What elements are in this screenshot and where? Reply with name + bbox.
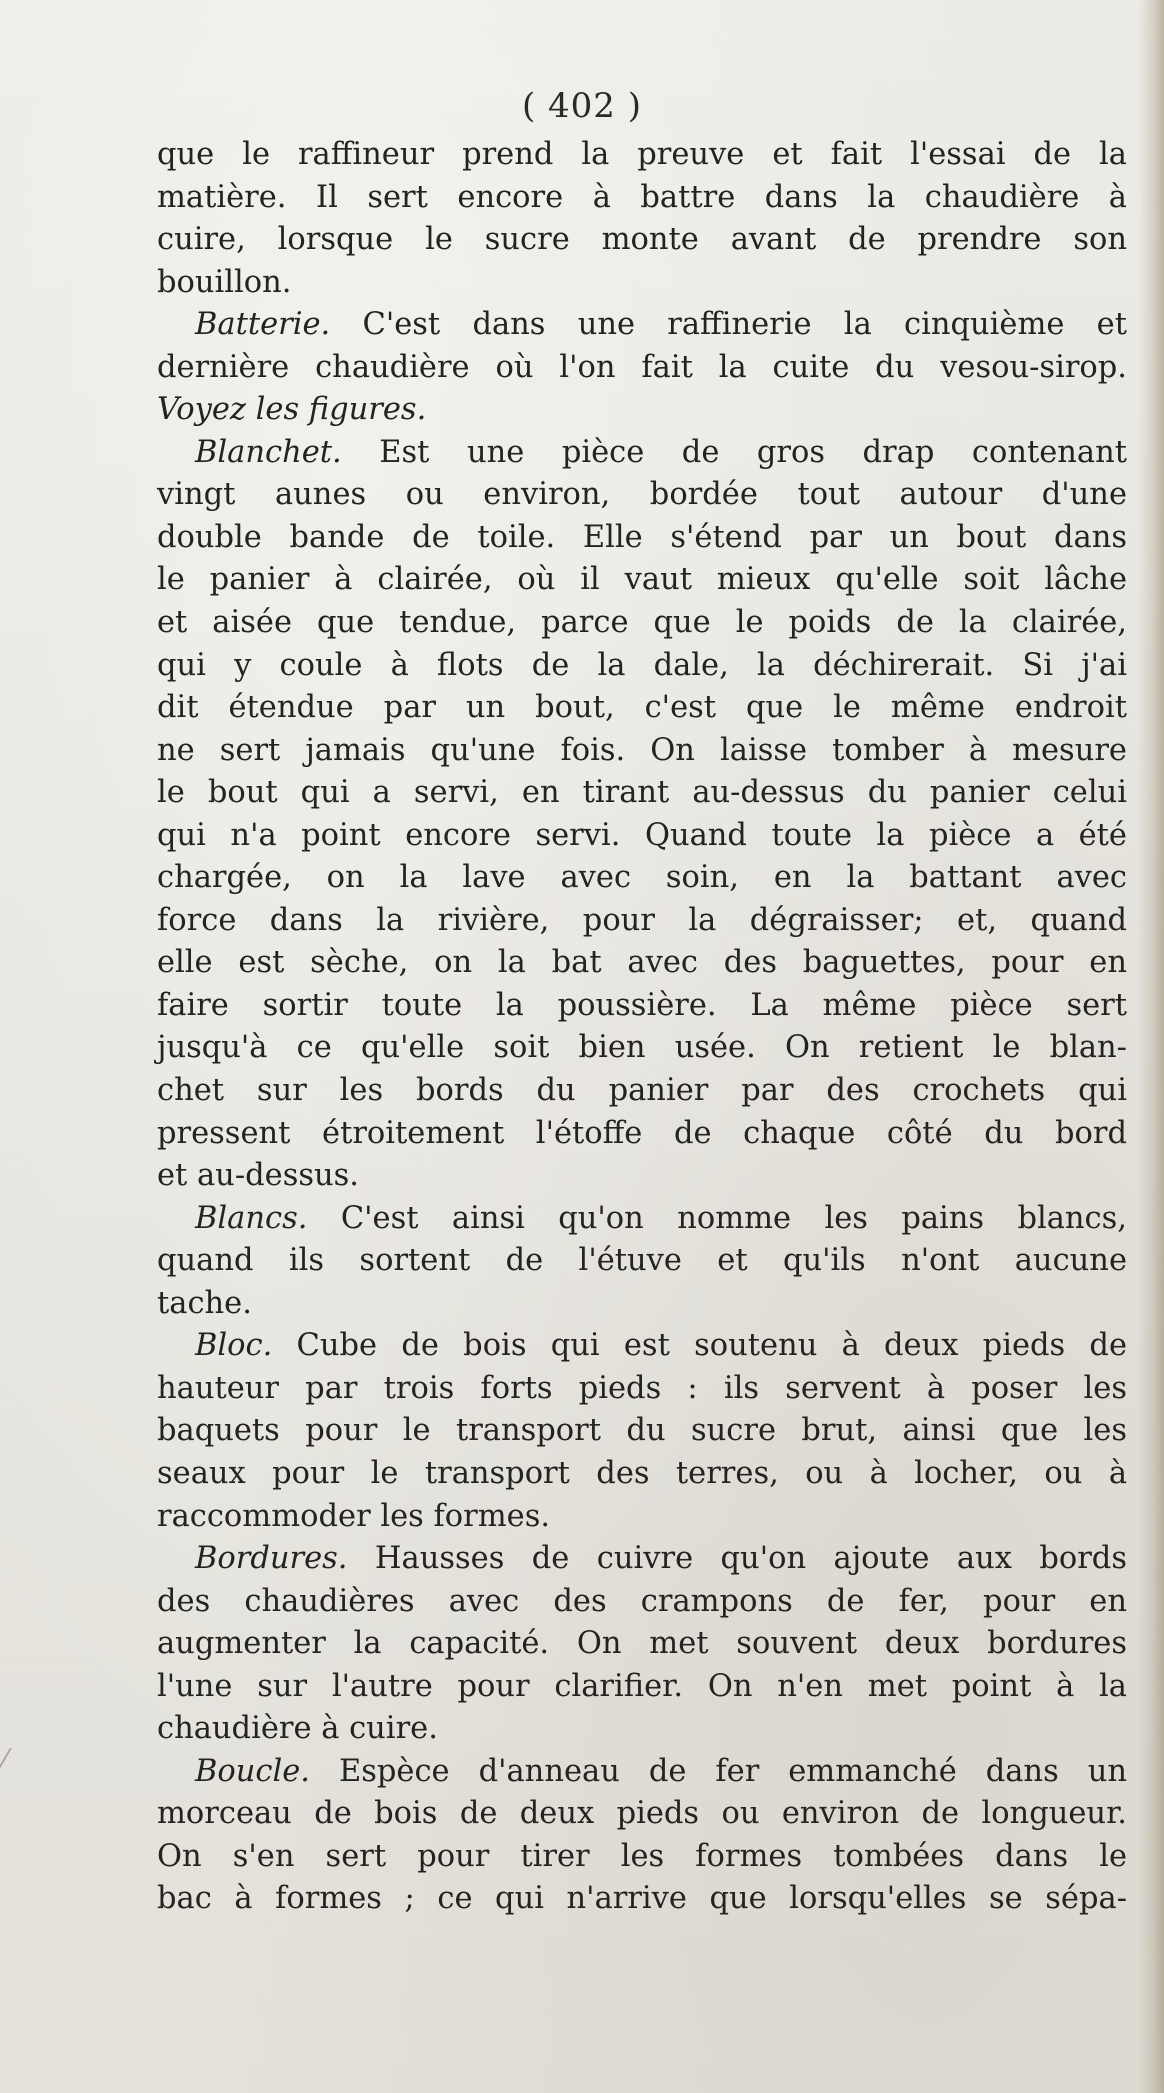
entry-first-line	[157, 304, 1127, 347]
text-line: pressent étroitement l'étoffe de chaque côté du bord	[157, 1115, 1127, 1151]
page-edge-shadow	[1138, 0, 1164, 2093]
entry-term: Blanchet.	[195, 434, 342, 470]
entry-first-line	[157, 1538, 1127, 1581]
entry-first-text: Hausses de cuivre qu'on ajoute aux bords	[347, 1541, 1127, 1577]
text-line: chaudière à cuire.	[157, 1711, 438, 1747]
text-line: matière. Il sert encore à battre dans la chaudière à	[157, 179, 1127, 215]
text-line: cuire, lorsque le sucre monte avant de prendre son	[157, 222, 1127, 258]
text-line: dernière chaudière où l'on fait la cuite du vesou-sirop.	[157, 349, 1127, 385]
entry-first-line	[157, 1325, 1127, 1368]
entry-blancs	[157, 1198, 1127, 1326]
text-line: hauteur par trois forts pieds : ils servent à poser les	[157, 1370, 1127, 1406]
text-line: seaux pour le transport des terres, ou à locher, ou à	[157, 1455, 1127, 1491]
text-line: baquets pour le transport du sucre brut, ainsi que les	[157, 1413, 1127, 1449]
text-line: chargée, on la lave avec soin, en la battant avec	[157, 860, 1127, 896]
entry-term: Bloc.	[195, 1328, 273, 1364]
text-line: le panier à clairée, où il vaut mieux qu'elle soit lâche	[157, 562, 1127, 598]
entry-batterie	[157, 304, 1127, 432]
text-line: dit étendue par un bout, c'est que le même endroit	[157, 690, 1127, 726]
text-line: ne sert jamais qu'une fois. On laisse tomber à mesure	[157, 732, 1127, 768]
page-number: ( 402 )	[521, 86, 643, 126]
text-line: augmenter la capacité. On met souvent deux bordures	[157, 1626, 1127, 1662]
text-line: vingt aunes ou environ, bordée tout autour d'une	[157, 477, 1127, 513]
text-line: tache.	[157, 1285, 252, 1321]
text-line: et aisée que tendue, parce que le poids de la clairée,	[157, 605, 1127, 641]
text-line: chet sur les bords du panier par des crochets qui	[157, 1073, 1127, 1109]
text-line: que le raffineur prend la preuve et fait l'essai de la	[157, 137, 1127, 172]
text-line: double bande de toile. Elle s'étend par un bout dans	[157, 519, 1127, 555]
text-line: morceau de bois de deux pieds ou environ de longueur.	[157, 1796, 1127, 1832]
entry-first-text: Espèce d'anneau de fer emmanché dans un	[310, 1753, 1127, 1789]
text-line: bouillon.	[157, 264, 292, 300]
text-line: des chaudières avec des crampons de fer, pour en	[157, 1583, 1127, 1619]
entry-bordures	[157, 1538, 1127, 1751]
entry-term: Bordures.	[195, 1541, 348, 1577]
entry-term: Blancs.	[195, 1200, 308, 1236]
entry-first-line	[157, 1751, 1127, 1794]
page-text	[157, 134, 1127, 1921]
entry-first-line	[157, 432, 1127, 475]
entry-term: Boucle.	[195, 1753, 311, 1789]
entry-term: Batterie.	[195, 307, 331, 343]
entry-blanchet	[157, 432, 1127, 1198]
text-line: l'une sur l'autre pour clarifier. On n'en met point à la	[157, 1668, 1127, 1704]
entry-first-text: Cube de bois qui est soutenu à deux pieds de	[272, 1328, 1127, 1364]
entry-first-text: C'est dans une raffinerie la cinquième et	[330, 307, 1127, 343]
entry-boucle	[157, 1751, 1127, 1921]
margin-mark	[0, 1748, 28, 1782]
text-line: qui y coule à flots de la dale, la déchirerait. Si j'ai	[157, 647, 1127, 683]
entry-first-text: C'est ainsi qu'on nomme les pains blancs,	[307, 1200, 1127, 1236]
text-line: bac à formes ; ce qui n'arrive que lorsqu'elles se sépa-	[157, 1881, 1127, 1917]
entry-first-text: Est une pièce de gros drap contenant	[341, 434, 1127, 470]
text-line: quand ils sortent de l'étuve et qu'ils n'ont aucune	[157, 1243, 1127, 1279]
text-line: et au-dessus.	[157, 1158, 360, 1194]
text-line: force dans la rivière, pour la dégraisser; et, quand	[157, 902, 1127, 938]
entry-first-line	[157, 1198, 1127, 1241]
paragraph-continuation	[157, 134, 1127, 304]
text-line: jusqu'à ce qu'elle soit bien usée. On retient le blan-	[157, 1030, 1127, 1066]
text-line: le bout qui a servi, en tirant au-dessus du panier celui	[157, 775, 1127, 811]
text-line: raccommoder les formes.	[157, 1498, 551, 1534]
text-line: elle est sèche, on la bat avec des baguettes, pour en	[157, 945, 1127, 981]
cross-reference: Voyez les figures.	[157, 392, 427, 428]
text-line: qui n'a point encore servi. Quand toute la pièce a été	[157, 817, 1127, 853]
entry-bloc	[157, 1325, 1127, 1538]
text-line: On s'en sert pour tirer les formes tombées dans le	[157, 1838, 1127, 1874]
text-line: faire sortir toute la poussière. La même pièce sert	[157, 987, 1127, 1023]
